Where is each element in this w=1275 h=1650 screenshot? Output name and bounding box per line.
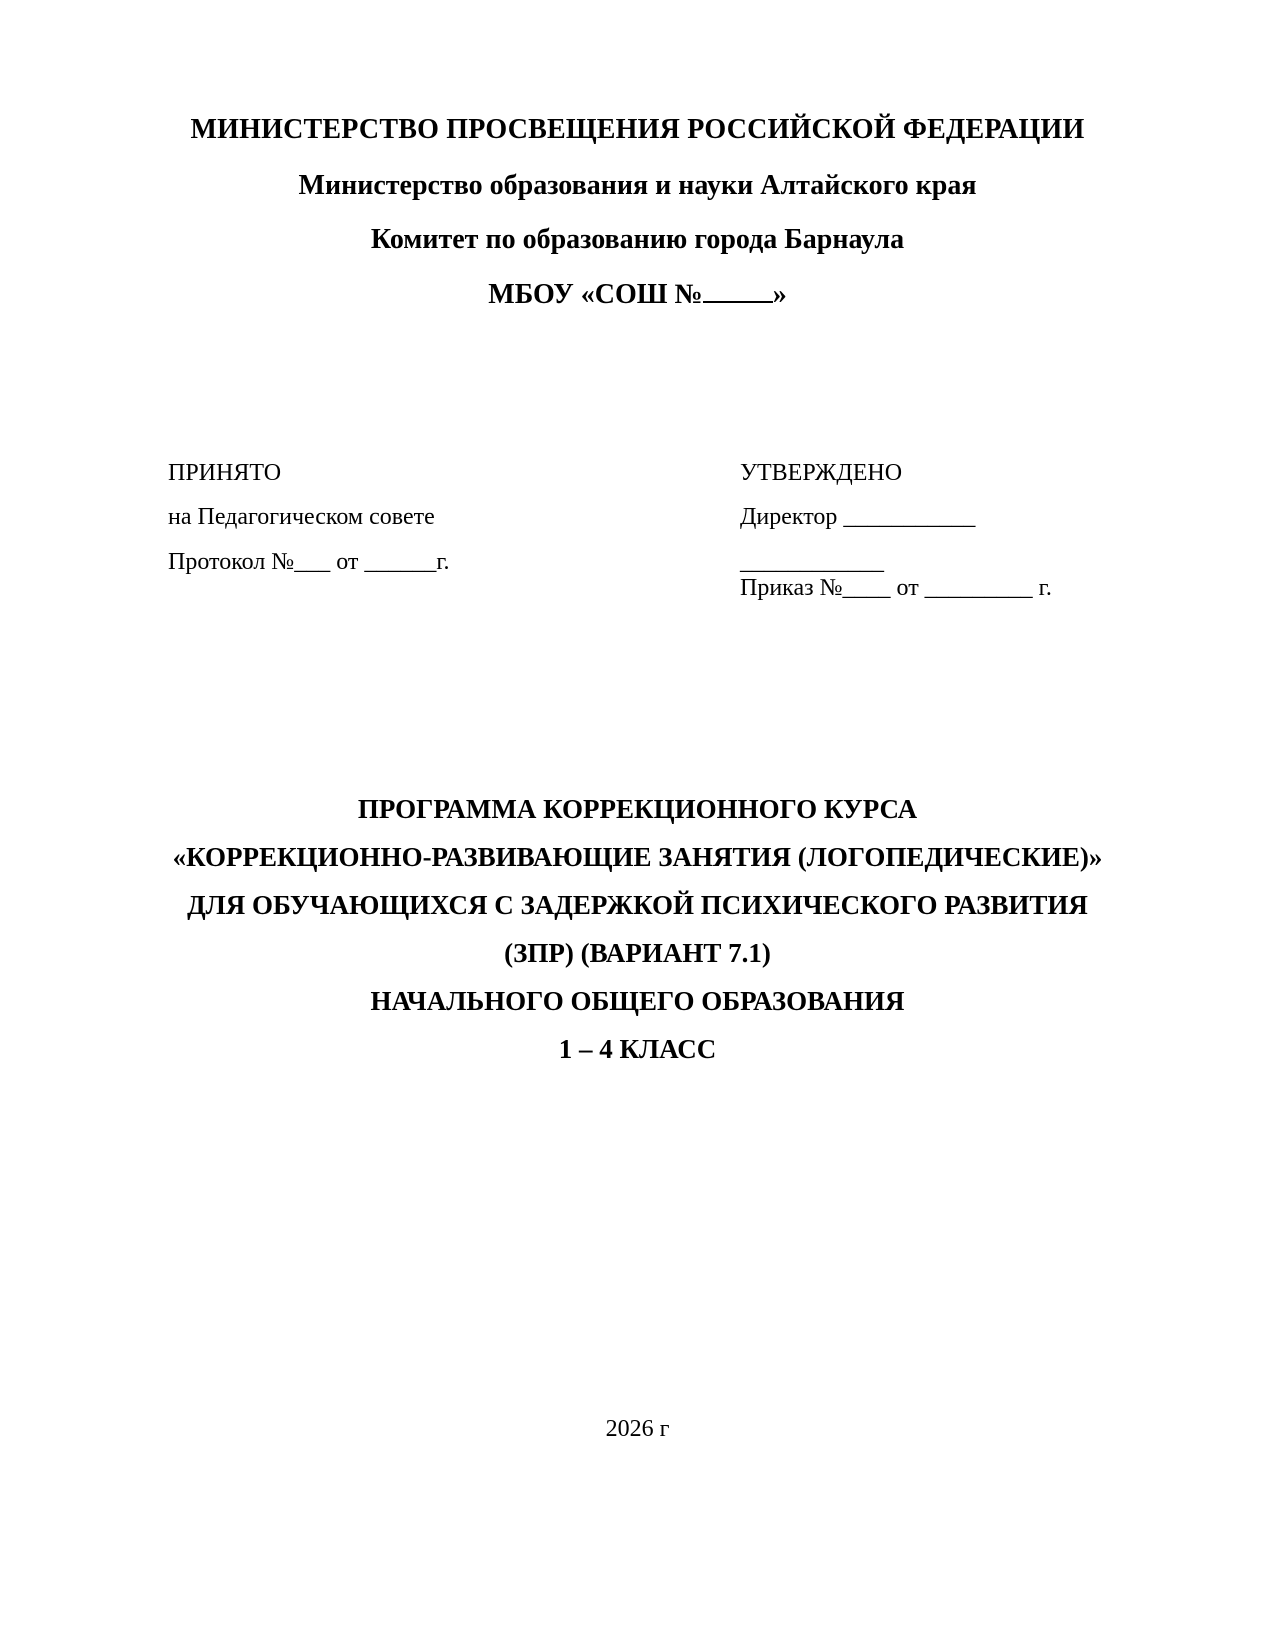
program-title-line-3: ДЛЯ ОБУЧАЮЩИХСЯ С ЗАДЕРЖКОЙ ПСИХИЧЕСКОГО РАЗВИТИЯ [187,890,1088,920]
school-name [0,279,1275,311]
regional-ministry-heading: Министерство образования и науки Алтайского края [298,170,977,201]
approved-order-line: Приказ №____ от _________ г. [740,575,1052,601]
approved-signature-line: ____________ [740,549,884,575]
program-title-line-4: (ЗПР) (ВАРИАНТ 7.1) [504,938,771,968]
program-title-line-2: «КОРРЕКЦИОННО-РАЗВИВАЮЩИЕ ЗАНЯТИЯ (ЛОГОПЕДИЧЕСКИЕ)» [172,842,1103,872]
document-year: 2026 г [605,1416,670,1442]
approved-heading: УТВЕРЖДЕНО [740,460,903,486]
school-name-prefix: МБОУ «СОШ № [488,279,703,310]
program-title-line-5: НАЧАЛЬНОГО ОБЩЕГО ОБРАЗОВАНИЯ [370,986,905,1016]
program-title-line-1: ПРОГРАММА КОРРЕКЦИОННОГО КУРСА [357,794,918,824]
school-number-blank [703,279,773,303]
committee-heading: Комитет по образованию города Барнаула [370,224,905,255]
ministry-heading: МИНИСТЕРСТВО ПРОСВЕЩЕНИЯ РОССИЙСКОЙ ФЕДЕРАЦИИ [190,114,1085,145]
accepted-heading: ПРИНЯТО [168,460,282,486]
school-name-suffix: » [772,279,787,310]
accepted-protocol-line: Протокол №___ от ______г. [168,549,450,575]
approved-director-line: Директор ___________ [740,504,976,530]
program-title-line-6: 1 – 4 КЛАСС [558,1034,717,1064]
accepted-council-line: на Педагогическом совете [168,504,435,530]
